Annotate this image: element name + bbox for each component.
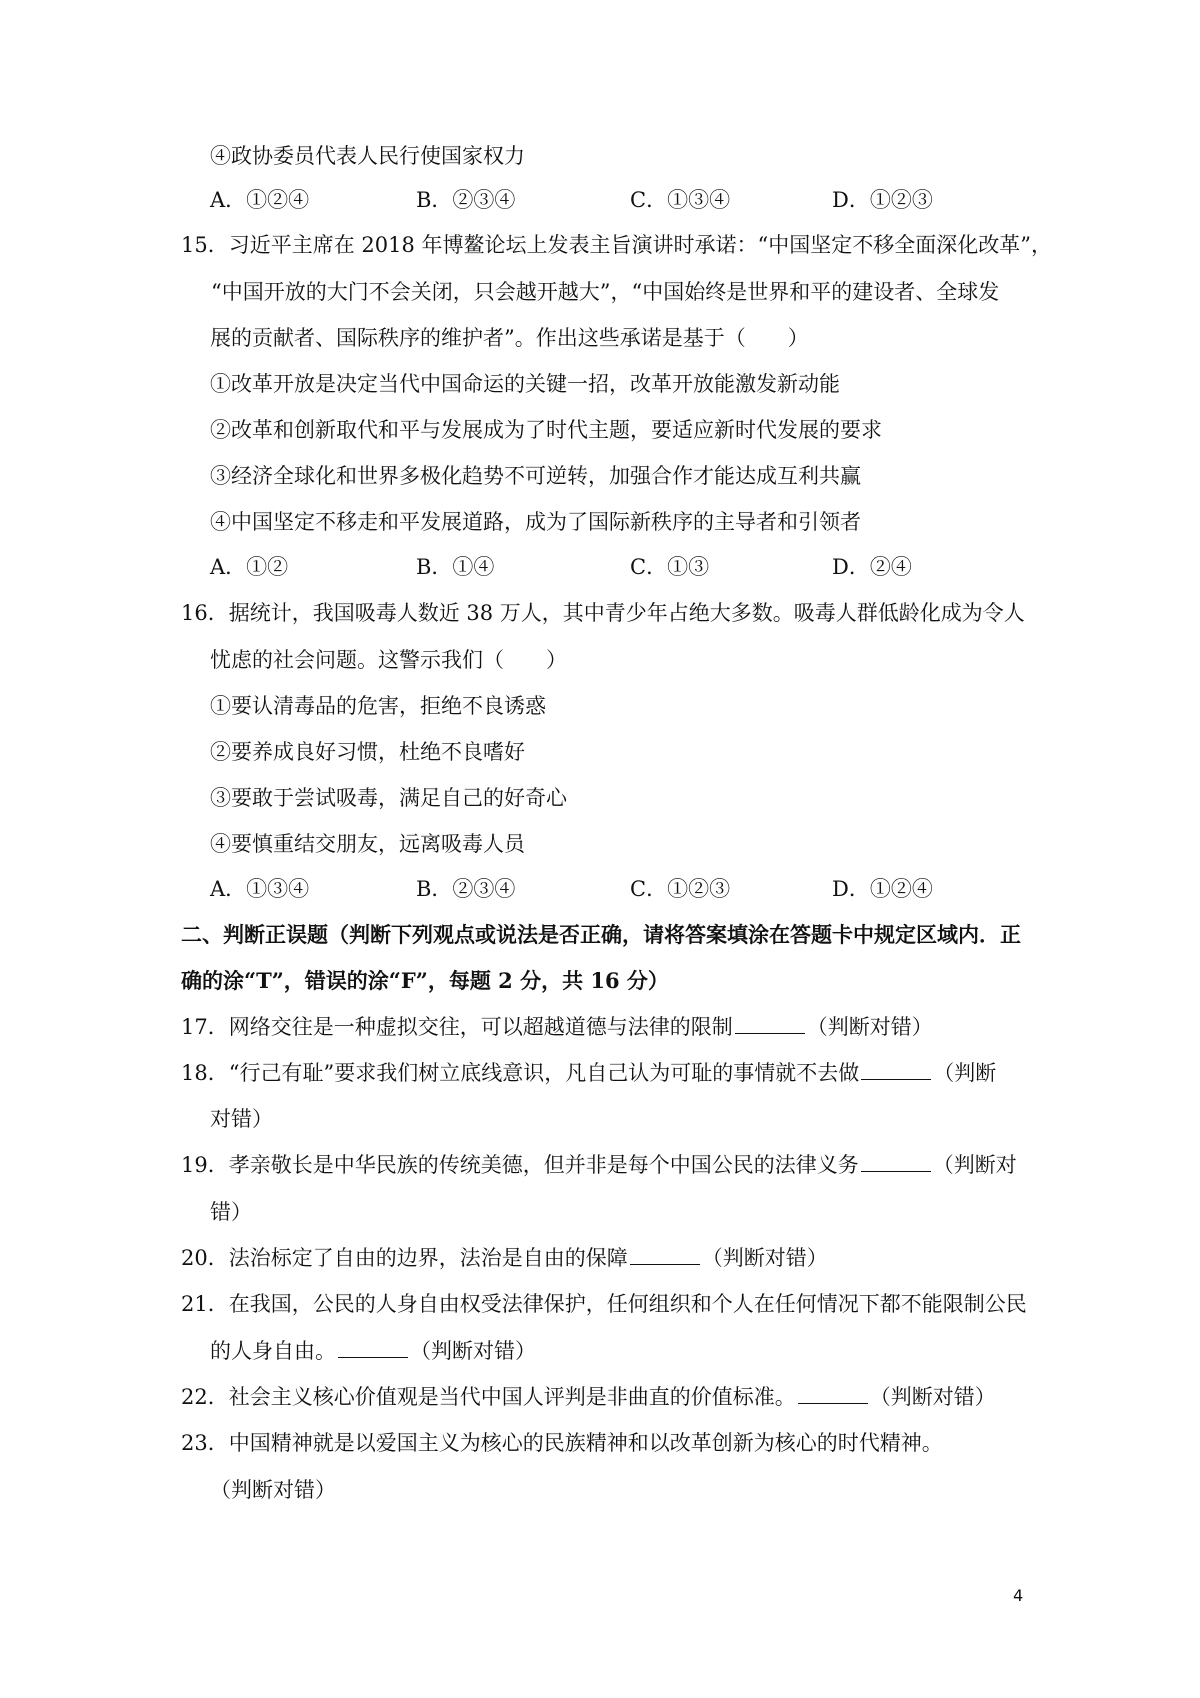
q15-option-4: ④中国坚定不移走和平发展道路，成为了国际新秩序的主导者和引领者 (210, 510, 861, 534)
q16-option-4: ④要慎重结交朋友，远离吸毒人员 (210, 832, 525, 856)
q15-option-1: ①改革开放是决定当代中国命运的关键一招，改革开放能激发新动能 (210, 372, 840, 396)
q23-line1: 23．中国精神就是以爱国主义为核心的民族精神和以改革创新为核心的时代精神。 (181, 1431, 943, 1455)
choice-b: B．②③④ (416, 188, 516, 212)
q19-text: 19．孝亲敬长是中华民族的传统美德，但并非是每个中国公民的法律义务 (181, 1153, 859, 1177)
q15-option-2: ②改革和创新取代和平与发展成为了时代主题，要适应新时代发展的要求 (210, 418, 882, 442)
choice-d: D．①②④ (832, 877, 933, 901)
q15-stem-line1: 15．习近平主席在 2018 年博鳌论坛上发表主旨演讲时承诺：“中国坚定不移全面深化改革”， (181, 233, 1052, 257)
choice-b: B．②③④ (416, 877, 516, 901)
page-number: 4 (1013, 1586, 1024, 1605)
q17-suffix: （判断对错） (806, 1015, 933, 1039)
q23-line2: （判断对错） (210, 1478, 336, 1502)
q18-suffix: （判断 (933, 1061, 997, 1085)
choice-a: A．①②④ (210, 188, 310, 212)
choice-d: D．①②③ (832, 188, 933, 212)
q21-line1: 21．在我国，公民的人身自由权受法律保护，任何组织和个人在任何情况下都不能限制公民 (181, 1292, 1027, 1316)
answer-blank[interactable] (630, 1244, 700, 1265)
q20 (181, 1243, 828, 1273)
q22-suffix: （判断对错） (869, 1385, 996, 1409)
q21-text: 的人身自由。 (210, 1339, 336, 1363)
q16-stem-line1: 16．据统计，我国吸毒人数近 38 万人，其中青少年占绝大多数。吸毒人群低龄化成为令人 (181, 601, 1025, 625)
q16-option-2: ②要养成良好习惯，杜绝不良嗜好 (210, 740, 525, 764)
q20-suffix: （判断对错） (701, 1246, 828, 1270)
q22 (181, 1382, 996, 1412)
q14-option-4: ④政协委员代表人民行使国家权力 (210, 144, 525, 168)
q18-line1 (181, 1058, 996, 1088)
q16-option-3: ③要敢于尝试吸毒，满足自己的好奇心 (210, 786, 567, 810)
q18-line2: 对错） (210, 1107, 273, 1131)
section-2-heading-line2: 确的涂“T”，错误的涂“F”，每题 2 分，共 16 分） (181, 968, 669, 993)
q16-option-1: ①要认清毒品的危害，拒绝不良诱惑 (210, 694, 546, 718)
answer-blank[interactable] (861, 1059, 931, 1080)
choice-d: D．②④ (832, 555, 912, 579)
q21-suffix: （判断对错） (410, 1339, 536, 1363)
choice-c: C．①③ (630, 555, 710, 579)
q17 (181, 1012, 933, 1042)
choice-a: A．①② (210, 555, 289, 579)
q15-stem-line3: 展的贡献者、国际秩序的维护者”。作出这些承诺是基于（ ） (210, 326, 809, 350)
q16-stem-line2: 忧虑的社会问题。这警示我们（ ） (210, 648, 567, 672)
q19-line1 (181, 1150, 1017, 1180)
q15-option-3: ③经济全球化和世界多极化趋势不可逆转，加强合作才能达成互利共赢 (210, 464, 861, 488)
q21-line2 (210, 1336, 536, 1366)
q20-text: 20．法治标定了自由的边界，法治是自由的保障 (181, 1246, 628, 1270)
choice-c: C．①②③ (630, 877, 731, 901)
choice-c: C．①③④ (630, 188, 731, 212)
q19-line2: 错） (210, 1200, 252, 1224)
choice-a: A．①③④ (210, 877, 310, 901)
section-2-heading-line1: 二、判断正误题（判断下列观点或说法是否正确，请将答案填涂在答题卡中规定区域内．正 (181, 922, 1021, 947)
q18-text: 18．“行己有耻”要求我们树立底线意识，凡自己认为可耻的事情就不去做 (181, 1061, 860, 1085)
q22-text: 22．社会主义核心价值观是当代中国人评判是非曲直的价值标准。 (181, 1385, 796, 1409)
q19-suffix: （判断对 (932, 1153, 1017, 1177)
answer-blank[interactable] (798, 1383, 868, 1404)
answer-blank[interactable] (735, 1013, 805, 1034)
answer-blank[interactable] (861, 1151, 931, 1172)
choice-b: B．①④ (416, 555, 495, 579)
answer-blank[interactable] (338, 1337, 408, 1358)
q15-stem-line2: “中国开放的大门不会关闭，只会越开越大”，“中国始终是世界和平的建设者、全球发 (211, 280, 1000, 304)
q17-text: 17．网络交往是一种虚拟交往，可以超越道德与法律的限制 (181, 1015, 733, 1039)
